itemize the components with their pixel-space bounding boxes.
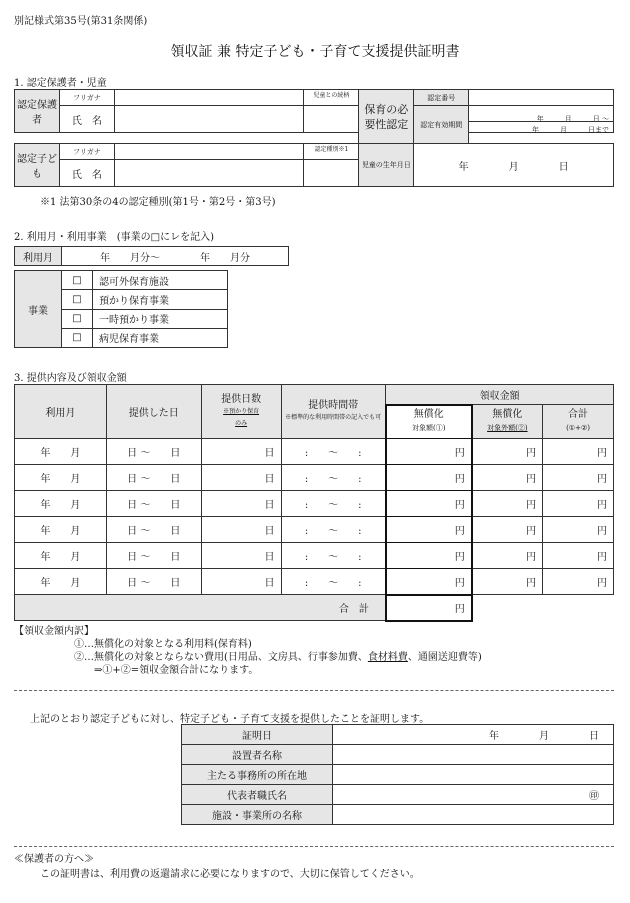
row-nonfree-amount-field[interactable]: 円 bbox=[472, 439, 543, 465]
valid-to-field[interactable]: 年 月 日まで bbox=[532, 126, 609, 134]
col-nonfree-sub: 対象外額(②) bbox=[487, 424, 528, 432]
use-month-table bbox=[14, 246, 289, 266]
guardian-furigana-label: フリガナ bbox=[59, 90, 114, 106]
cert-number-label: 認定番号 bbox=[414, 90, 469, 106]
dashed-separator bbox=[14, 690, 614, 691]
col-dates-header: 提供した日 bbox=[106, 385, 201, 439]
row-total-amount-field[interactable]: 円 bbox=[543, 543, 614, 569]
table-row bbox=[182, 805, 614, 825]
table-row bbox=[182, 785, 614, 805]
total-free-field[interactable]: 円 bbox=[386, 595, 472, 621]
row-dates-field[interactable]: 日 〜 日 bbox=[106, 569, 201, 595]
col-free-sub: 対象額(①) bbox=[412, 424, 446, 433]
col-receipt-header: 領収金額 bbox=[386, 385, 614, 405]
row-nonfree-amount-field[interactable]: 円 bbox=[472, 491, 543, 517]
row-hours-field[interactable]: : 〜 : bbox=[281, 569, 386, 595]
birth-date-label: 児童の生年月日 bbox=[359, 144, 414, 187]
seal-field[interactable]: ㊞ bbox=[333, 785, 614, 805]
document-title: 領収証 兼 特定子ども・子育て支援提供証明書 bbox=[170, 44, 460, 60]
row-dates-field[interactable]: 日 〜 日 bbox=[106, 517, 201, 543]
checkbox-3[interactable]: □ bbox=[62, 309, 93, 328]
cert-row-field[interactable] bbox=[333, 745, 614, 765]
table-row bbox=[182, 725, 614, 745]
valid-from-field[interactable]: 年 月 日 〜 bbox=[469, 106, 614, 133]
guardian-name-field[interactable] bbox=[114, 106, 304, 133]
business-item: 一時預かり事業 bbox=[93, 309, 228, 328]
table-row bbox=[15, 439, 614, 465]
business-item: 認可外保育施設 bbox=[93, 271, 228, 290]
breakdown-block bbox=[14, 625, 482, 677]
table-row bbox=[15, 543, 614, 569]
row-dates-field[interactable]: 日 〜 日 bbox=[106, 465, 201, 491]
checkbox-4[interactable]: □ bbox=[62, 328, 93, 347]
row-nonfree-amount-field[interactable]: 円 bbox=[472, 517, 543, 543]
total-label: 合 計 bbox=[15, 595, 386, 621]
birth-date-field[interactable]: 年 月 日 bbox=[414, 144, 614, 187]
section2-heading: 2. 利用月・利用事業 (事業の□にレを記入) bbox=[14, 232, 214, 243]
row-month-field[interactable]: 年 月 bbox=[15, 569, 107, 595]
total-empty bbox=[472, 595, 614, 621]
col-days-note2: のみ bbox=[235, 420, 248, 427]
child-label: 認定子ども bbox=[15, 144, 60, 187]
row-hours-field[interactable]: : 〜 : bbox=[281, 465, 386, 491]
cert-row-label: 主たる事務所の所在地 bbox=[182, 765, 333, 785]
row-nonfree-amount-field[interactable]: 円 bbox=[472, 569, 543, 595]
table-row bbox=[15, 517, 614, 543]
cert-row-label: 代表者職氏名 bbox=[182, 785, 333, 805]
row-free-amount-field[interactable]: 円 bbox=[386, 517, 472, 543]
row-month-field[interactable]: 年 月 bbox=[15, 491, 107, 517]
relation-field[interactable] bbox=[304, 106, 359, 133]
row-days-field[interactable]: 日 bbox=[201, 517, 281, 543]
col-total-header bbox=[543, 405, 614, 439]
row-month-field[interactable]: 年 月 bbox=[15, 543, 107, 569]
row-days-field[interactable]: 日 bbox=[201, 543, 281, 569]
col-days-note1: ※預かり保育 bbox=[223, 408, 260, 415]
checkbox-2[interactable]: □ bbox=[62, 290, 93, 309]
col-nonfree-header bbox=[472, 405, 543, 439]
row-free-amount-field[interactable]: 円 bbox=[386, 569, 472, 595]
row-hours-field[interactable]: : 〜 : bbox=[281, 491, 386, 517]
row-days-field[interactable]: 日 bbox=[201, 569, 281, 595]
relation-label: 児童との続柄 bbox=[304, 90, 359, 106]
row-nonfree-amount-field[interactable]: 円 bbox=[472, 543, 543, 569]
dashed-separator bbox=[14, 846, 614, 847]
footer-heading: ≪保護者の方へ≫ bbox=[14, 854, 94, 865]
row-free-amount-field[interactable]: 円 bbox=[386, 543, 472, 569]
cert-row-label: 設置者名称 bbox=[182, 745, 333, 765]
child-name-field[interactable] bbox=[114, 160, 304, 187]
row-days-field[interactable]: 日 bbox=[201, 491, 281, 517]
business-item: 預かり保育事業 bbox=[93, 290, 228, 309]
use-month-field[interactable]: 年 月分〜 年 月分 bbox=[62, 247, 289, 266]
certification-table bbox=[181, 724, 614, 825]
cert-row-field[interactable]: 年 月 日 bbox=[333, 725, 614, 745]
footer-note: この証明書は、利用費の返還請求に必要になりますので、大切に保管してください。 bbox=[40, 869, 420, 880]
breakdown-line2-post: 、通園送迎費等) bbox=[407, 652, 482, 663]
row-dates-field[interactable]: 日 〜 日 bbox=[106, 491, 201, 517]
row-month-field[interactable]: 年 月 bbox=[15, 517, 107, 543]
business-item: 病児保育事業 bbox=[93, 328, 228, 347]
row-days-field[interactable]: 日 bbox=[201, 465, 281, 491]
row-total-amount-field[interactable]: 円 bbox=[543, 465, 614, 491]
business-table bbox=[14, 270, 228, 348]
section3-heading: 3. 提供内容及び領収金額 bbox=[14, 373, 127, 384]
business-label: 事業 bbox=[15, 271, 62, 348]
col-hours-header bbox=[281, 385, 386, 439]
breakdown-line3: ⇒①+②=領収金額合計になります。 bbox=[94, 665, 259, 676]
child-name-label: 氏 名 bbox=[59, 160, 114, 187]
row-hours-field[interactable]: : 〜 : bbox=[281, 543, 386, 569]
cert-number-field[interactable] bbox=[469, 90, 614, 106]
cert-row-label: 証明日 bbox=[182, 725, 333, 745]
breakdown-heading: 【領収金額内訳】 bbox=[14, 626, 94, 637]
col-total-sub: (①+②) bbox=[566, 424, 590, 432]
valid-divider bbox=[469, 121, 614, 122]
guardian-label: 認定保護者 bbox=[15, 90, 60, 133]
col-free-header bbox=[386, 405, 472, 439]
form-number: 別記様式第35号(第31条関係) bbox=[14, 16, 148, 27]
cert-row-label: 施設・事業所の名称 bbox=[182, 805, 333, 825]
cert-row-field[interactable] bbox=[333, 765, 614, 785]
child-furigana-label: フリガナ bbox=[59, 144, 114, 160]
table-row bbox=[15, 569, 614, 595]
col-free-title: 無償化 bbox=[413, 409, 444, 421]
use-month-label: 利用月 bbox=[15, 247, 62, 266]
breakdown-line2 bbox=[14, 651, 482, 664]
row-free-amount-field[interactable]: 円 bbox=[386, 439, 472, 465]
col-nonfree-title: 無償化 bbox=[492, 409, 523, 420]
row-dates-field[interactable]: 日 〜 日 bbox=[106, 543, 201, 569]
row-total-amount-field[interactable]: 円 bbox=[543, 491, 614, 517]
row-hours-field[interactable]: : 〜 : bbox=[281, 517, 386, 543]
table-row bbox=[182, 765, 614, 785]
col-days-title: 提供日数 bbox=[221, 394, 262, 405]
table-row bbox=[182, 745, 614, 765]
cert-type-note: ※1 法第30条の4の認定種別(第1号・第2号・第3号) bbox=[40, 197, 276, 208]
row-hours-field[interactable]: : 〜 : bbox=[281, 439, 386, 465]
guardian-child-table bbox=[14, 89, 614, 187]
breakdown-line1: ①…無償化の対象となる利用料(保育料) bbox=[74, 639, 252, 650]
cert-row-field[interactable] bbox=[333, 805, 614, 825]
col-hours-title: 提供時間帯 bbox=[308, 400, 359, 411]
breakdown-line2-pre: ②…無償化の対象とならない費用(日用品、文房具、行事参加費、 bbox=[74, 652, 368, 663]
cert-type-label: 認定種別※1 bbox=[304, 144, 359, 160]
row-days-field[interactable]: 日 bbox=[201, 439, 281, 465]
checkbox-1[interactable]: □ bbox=[62, 271, 93, 290]
certification-statement: 上記のとおり認定子どもに対し、特定子ども・子育て支援を提供したことを証明します。 bbox=[30, 714, 430, 725]
breakdown-line2-underlined: 食材料費 bbox=[367, 652, 408, 663]
row-month-field[interactable]: 年 月 bbox=[15, 465, 107, 491]
valid-period-label: 認定有効期間 bbox=[414, 106, 469, 144]
table-row bbox=[15, 465, 614, 491]
row-total-amount-field[interactable]: 円 bbox=[543, 439, 614, 465]
col-total-title: 合計 bbox=[568, 409, 589, 420]
cert-type-field[interactable] bbox=[304, 160, 359, 187]
col-month-header: 利用月 bbox=[15, 385, 107, 439]
row-month-field[interactable]: 年 月 bbox=[15, 439, 107, 465]
section1-heading: 1. 認定保護者・児童 bbox=[14, 78, 107, 89]
table-row bbox=[15, 491, 614, 517]
row-free-amount-field[interactable]: 円 bbox=[386, 491, 472, 517]
col-hours-note: ※標準的な利用時間帯の記入でも可 bbox=[285, 414, 382, 421]
guardian-furigana-field[interactable] bbox=[114, 90, 304, 106]
guardian-name-label: 氏 名 bbox=[59, 106, 114, 133]
row-total-amount-field[interactable]: 円 bbox=[543, 517, 614, 543]
child-furigana-field[interactable] bbox=[114, 144, 304, 160]
row-total-amount-field[interactable]: 円 bbox=[543, 569, 614, 595]
need-cert-label: 保育の必要性認定 bbox=[359, 90, 414, 144]
row-free-amount-field[interactable]: 円 bbox=[386, 465, 472, 491]
row-dates-field[interactable]: 日 〜 日 bbox=[106, 439, 201, 465]
provision-table bbox=[14, 384, 614, 622]
row-nonfree-amount-field[interactable]: 円 bbox=[472, 465, 543, 491]
col-days-header bbox=[201, 385, 281, 439]
